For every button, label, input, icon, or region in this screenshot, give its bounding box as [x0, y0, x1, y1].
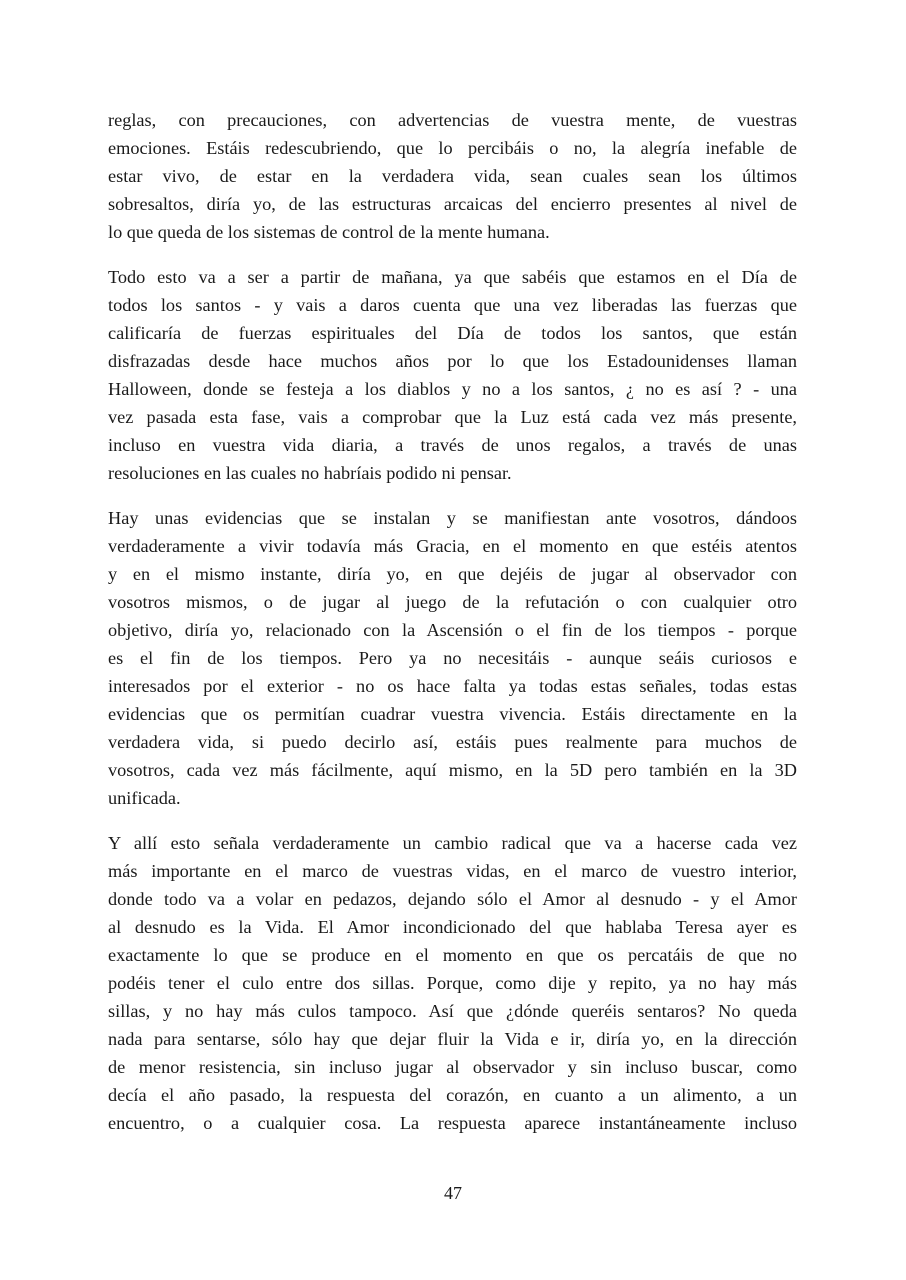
paragraph — [108, 263, 797, 487]
page-number: 47 — [444, 1183, 462, 1203]
paragraph — [108, 829, 797, 1137]
text-line: podéis tener el culo entre dos sillas. Porque, como dije y repito, ya no hay más — [108, 973, 797, 993]
text-line: reglas, con precauciones, con advertencias de vuestra mente, de vuestras — [108, 110, 797, 130]
text-line: vosotros mismos, o de jugar al juego de la refutación o con cualquier otro — [108, 592, 797, 612]
text-line: al desnudo es la Vida. El Amor incondicionado del que hablaba Teresa ayer es — [108, 917, 797, 937]
text-line: sobresaltos, diría yo, de las estructuras arcaicas del encierro presentes al nivel de — [108, 194, 797, 214]
document-body — [108, 106, 797, 1154]
text-line: verdaderamente a vivir todavía más Gracia, en el momento en que estéis atentos — [108, 536, 797, 556]
text-line: exactamente lo que se produce en el momento en que os percatáis de que no — [108, 945, 797, 965]
text-line: lo que queda de los sistemas de control de la mente humana. — [108, 222, 550, 242]
paragraph — [108, 106, 797, 246]
text-line: disfrazadas desde hace muchos años por lo que los Estadounidenses llaman — [108, 351, 797, 371]
paragraph — [108, 504, 797, 812]
text-line: Halloween, donde se festeja a los diablos y no a los santos, ¿ no es así ? - una — [108, 379, 797, 399]
text-line: estar vivo, de estar en la verdadera vida, sean cuales sean los últimos — [108, 166, 797, 186]
text-line: donde todo va a volar en pedazos, dejando sólo el Amor al desnudo - y el Amor — [108, 889, 797, 909]
text-line: es el fin de los tiempos. Pero ya no necesitáis - aunque seáis curiosos e — [108, 648, 797, 668]
text-line: encuentro, o a cualquier cosa. La respuesta aparece instantáneamente incluso — [108, 1113, 797, 1133]
text-line: objetivo, diría yo, relacionado con la Ascensión o el fin de los tiempos - porque — [108, 620, 797, 640]
text-line: decía el año pasado, la respuesta del corazón, en cuanto a un alimento, a un — [108, 1085, 797, 1105]
text-line: Y allí esto señala verdaderamente un cambio radical que va a hacerse cada vez — [108, 833, 797, 853]
text-line: calificaría de fuerzas espirituales del Día de todos los santos, que están — [108, 323, 797, 343]
text-line: nada para sentarse, sólo hay que dejar fluir la Vida e ir, diría yo, en la dirección — [108, 1029, 797, 1049]
text-line: Hay unas evidencias que se instalan y se manifiestan ante vosotros, dándoos — [108, 508, 797, 528]
text-line: verdadera vida, si puedo decirlo así, estáis pues realmente para muchos de — [108, 732, 797, 752]
text-line: incluso en vuestra vida diaria, a través de unos regalos, a través de unas — [108, 435, 797, 455]
text-line: resoluciones en las cuales no habríais podido ni pensar. — [108, 463, 512, 483]
text-line: Todo esto va a ser a partir de mañana, ya que sabéis que estamos en el Día de — [108, 267, 797, 287]
text-line: de menor resistencia, sin incluso jugar al observador y sin incluso buscar, como — [108, 1057, 797, 1077]
text-line: y en el mismo instante, diría yo, en que dejéis de jugar al observador con — [108, 564, 797, 584]
text-line: más importante en el marco de vuestras vidas, en el marco de vuestro interior, — [108, 861, 797, 881]
text-line: interesados por el exterior - no os hace falta ya todas estas señales, todas estas — [108, 676, 797, 696]
text-line: evidencias que os permitían cuadrar vuestra vivencia. Estáis directamente en la — [108, 704, 797, 724]
text-line: unificada. — [108, 788, 181, 808]
text-line: todos los santos - y vais a daros cuenta que una vez liberadas las fuerzas que — [108, 295, 797, 315]
text-line: vosotros, cada vez más fácilmente, aquí mismo, en la 5D pero también en la 3D — [108, 760, 797, 780]
text-line: sillas, y no hay más culos tampoco. Así que ¿dónde queréis sentaros? No queda — [108, 1001, 797, 1021]
text-line: emociones. Estáis redescubriendo, que lo percibáis o no, la alegría inefable de — [108, 138, 797, 158]
text-line: vez pasada esta fase, vais a comprobar que la Luz está cada vez más presente, — [108, 407, 797, 427]
